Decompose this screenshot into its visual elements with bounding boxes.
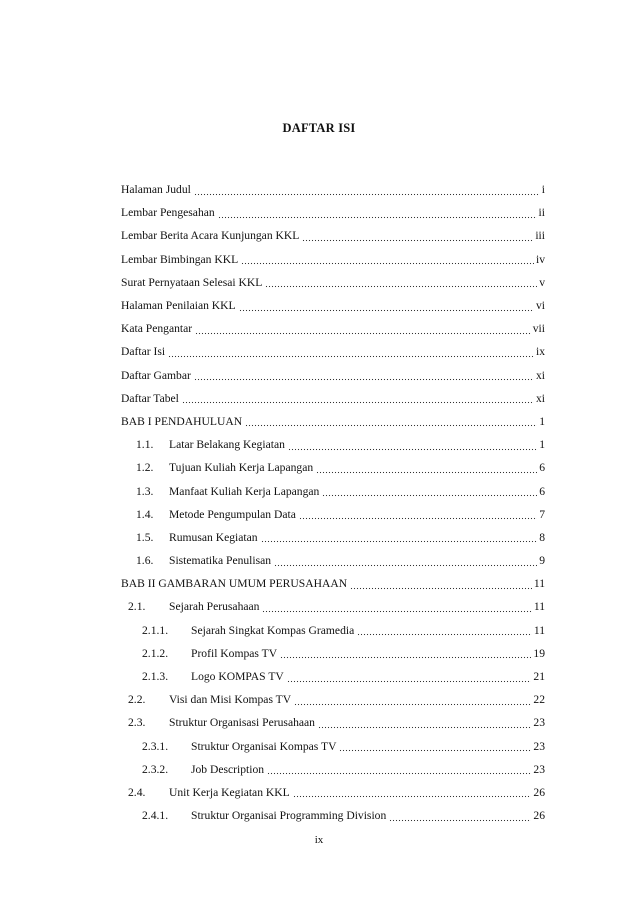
toc-entry-page: 11 <box>533 600 545 614</box>
toc-entry-label: Manfaat Kuliah Kerja Lapangan <box>169 484 320 498</box>
dot-leader <box>280 648 531 660</box>
toc-entry-label: Metode Pengumpulan Data <box>169 507 296 521</box>
dot-leader <box>239 301 534 313</box>
dot-leader <box>241 254 534 266</box>
toc-entry[interactable] <box>121 711 545 734</box>
toc-entry-page: iv <box>535 252 545 266</box>
toc-entry[interactable] <box>121 572 545 595</box>
toc-entry-number: 1.4. <box>136 507 154 521</box>
toc-entry-label: Unit Kerja Kegiatan KKL <box>169 785 290 799</box>
toc-entry[interactable] <box>121 294 545 317</box>
toc-entry[interactable] <box>121 781 545 804</box>
dot-leader <box>318 718 531 730</box>
toc-entry-label: Rumusan Kegiatan <box>169 530 258 544</box>
toc-entry[interactable] <box>121 178 545 201</box>
toc-entry-page: 19 <box>533 646 545 660</box>
toc-entry-label: Lembar Pengesahan <box>121 206 215 220</box>
toc-entry-number: 2.1. <box>128 600 146 614</box>
toc-entry-page: 6 <box>539 484 545 498</box>
toc-entry-number: 1.1. <box>136 438 154 452</box>
dot-leader <box>182 393 534 405</box>
toc-entry-label: BAB I PENDAHULUAN <box>121 414 243 428</box>
toc-entry-number: 2.2. <box>128 693 146 707</box>
toc-entry-number: 2.3.1. <box>142 739 169 753</box>
toc-entry-number: 1.2. <box>136 461 154 475</box>
toc-entry-label: Halaman Penilaian KKL <box>121 299 236 313</box>
toc-entry-page: 23 <box>533 739 545 753</box>
dot-leader <box>357 625 532 637</box>
toc-entry[interactable] <box>121 248 545 271</box>
toc-entry-label: Lembar Bimbingan KKL <box>121 252 239 266</box>
toc-entry-page: 23 <box>533 716 545 730</box>
toc-entry-page: 21 <box>533 670 545 684</box>
toc-entry-number: 2.1.3. <box>142 670 169 684</box>
toc-entry-page: 1 <box>539 414 545 428</box>
toc-entry[interactable] <box>121 387 545 410</box>
toc-entry-page: v <box>539 275 545 289</box>
toc-entry-label: Profil Kompas TV <box>191 646 278 660</box>
toc-entry-label: Kata Pengantar <box>121 322 193 336</box>
toc-entry-page: 11 <box>533 623 545 637</box>
dot-leader <box>274 556 537 568</box>
dot-leader <box>245 416 537 428</box>
toc-entry[interactable] <box>121 758 545 781</box>
toc-entry-page: 7 <box>539 507 545 521</box>
toc-entry-number: 2.4. <box>128 785 146 799</box>
toc-entry-page: 26 <box>533 809 545 823</box>
toc-entry[interactable] <box>121 549 545 572</box>
toc-entry-label: Struktur Organisai Programming Division <box>191 809 387 823</box>
toc-entry-page: vii <box>532 322 545 336</box>
toc-entry[interactable] <box>121 595 545 618</box>
dot-leader <box>262 602 531 614</box>
toc-entry-number: 1.3. <box>136 484 154 498</box>
toc-entry-page: 23 <box>533 762 545 776</box>
toc-entry-label: Sejarah Singkat Kompas Gramedia <box>191 623 355 637</box>
toc-entry-label: BAB II GAMBARAN UMUM PERUSAHAAN <box>121 577 348 591</box>
table-of-contents <box>121 178 545 827</box>
toc-entry[interactable] <box>121 688 545 711</box>
toc-entry-label: Daftar Gambar <box>121 368 191 382</box>
toc-entry[interactable] <box>121 503 545 526</box>
toc-entry-label: Struktur Organisasi Perusahaan <box>169 716 315 730</box>
dot-leader <box>316 463 537 475</box>
toc-entry-label: Sistematika Penulisan <box>169 554 272 568</box>
toc-entry-label: Lembar Berita Acara Kunjungan KKL <box>121 229 300 243</box>
dot-leader <box>288 440 537 452</box>
toc-entry-page: xi <box>535 391 545 405</box>
toc-entry-label: Halaman Judul <box>121 183 191 197</box>
dot-leader <box>265 277 537 289</box>
toc-entry-page: 6 <box>539 461 545 475</box>
toc-entry[interactable] <box>121 317 545 340</box>
toc-entry-page: i <box>541 183 545 197</box>
dot-leader <box>293 787 532 799</box>
toc-entry-page: ix <box>535 345 545 359</box>
toc-entry-page: 22 <box>533 693 545 707</box>
toc-entry-label: Latar Belakang Kegiatan <box>169 438 285 452</box>
dot-leader <box>194 370 534 382</box>
toc-entry[interactable] <box>121 340 545 363</box>
dot-leader <box>168 347 534 359</box>
toc-entry-page: vi <box>535 299 545 313</box>
toc-entry-label: Tujuan Kuliah Kerja Lapangan <box>169 461 314 475</box>
toc-entry[interactable] <box>121 804 545 827</box>
toc-entry[interactable] <box>121 735 545 758</box>
toc-entry[interactable] <box>121 201 545 224</box>
dot-leader <box>261 532 538 544</box>
toc-entry-label: Sejarah Perusahaan <box>169 600 260 614</box>
dot-leader <box>299 509 537 521</box>
toc-entry[interactable] <box>121 479 545 502</box>
dot-leader <box>294 695 531 707</box>
toc-entry-number: 1.6. <box>136 554 154 568</box>
dot-leader <box>287 672 532 684</box>
toc-entry[interactable] <box>121 271 545 294</box>
toc-entry[interactable] <box>121 364 545 387</box>
toc-entry-number: 2.3.2. <box>142 762 169 776</box>
toc-entry-label: Struktur Organisai Kompas TV <box>191 739 337 753</box>
dot-leader <box>350 579 532 591</box>
dot-leader <box>267 764 531 776</box>
toc-entry[interactable] <box>121 619 545 642</box>
toc-entry[interactable] <box>121 642 545 665</box>
dot-leader <box>195 324 531 336</box>
toc-entry-page: 8 <box>539 530 545 544</box>
toc-entry-label: Daftar Tabel <box>121 391 179 405</box>
page-title: DAFTAR ISI <box>282 121 356 135</box>
toc-entry-label: Visi dan Misi Kompas TV <box>169 693 292 707</box>
toc-entry[interactable] <box>121 456 545 479</box>
toc-entry[interactable] <box>121 665 545 688</box>
toc-entry-number: 2.3. <box>128 716 146 730</box>
dot-leader <box>339 741 531 753</box>
toc-entry[interactable] <box>121 433 545 456</box>
toc-entry-page: iii <box>535 229 545 243</box>
toc-entry[interactable] <box>121 526 545 549</box>
toc-entry-number: 2.1.2. <box>142 646 169 660</box>
toc-entry-page: xi <box>535 368 545 382</box>
toc-entry-number: 2.4.1. <box>142 809 169 823</box>
dot-leader <box>218 208 537 220</box>
toc-entry-number: 2.1.1. <box>142 623 169 637</box>
toc-entry-page: 1 <box>539 438 545 452</box>
toc-entry-label: Logo KOMPAS TV <box>191 670 284 684</box>
toc-entry[interactable] <box>121 224 545 247</box>
toc-entry-label: Job Description <box>191 762 265 776</box>
toc-entry-page: 26 <box>533 785 545 799</box>
dot-leader <box>322 486 537 498</box>
toc-entry-page: 9 <box>539 554 545 568</box>
toc-entry-number: 1.5. <box>136 530 154 544</box>
toc-entry[interactable] <box>121 410 545 433</box>
page-number: ix <box>314 834 324 846</box>
toc-entry-page: 11 <box>533 577 545 591</box>
toc-entry-page: ii <box>538 206 545 220</box>
dot-leader <box>389 811 531 823</box>
toc-entry-label: Daftar Isi <box>121 345 166 359</box>
dot-leader <box>194 185 540 197</box>
dot-leader <box>302 231 533 243</box>
toc-entry-label: Surat Pernyataan Selesai KKL <box>121 275 263 289</box>
